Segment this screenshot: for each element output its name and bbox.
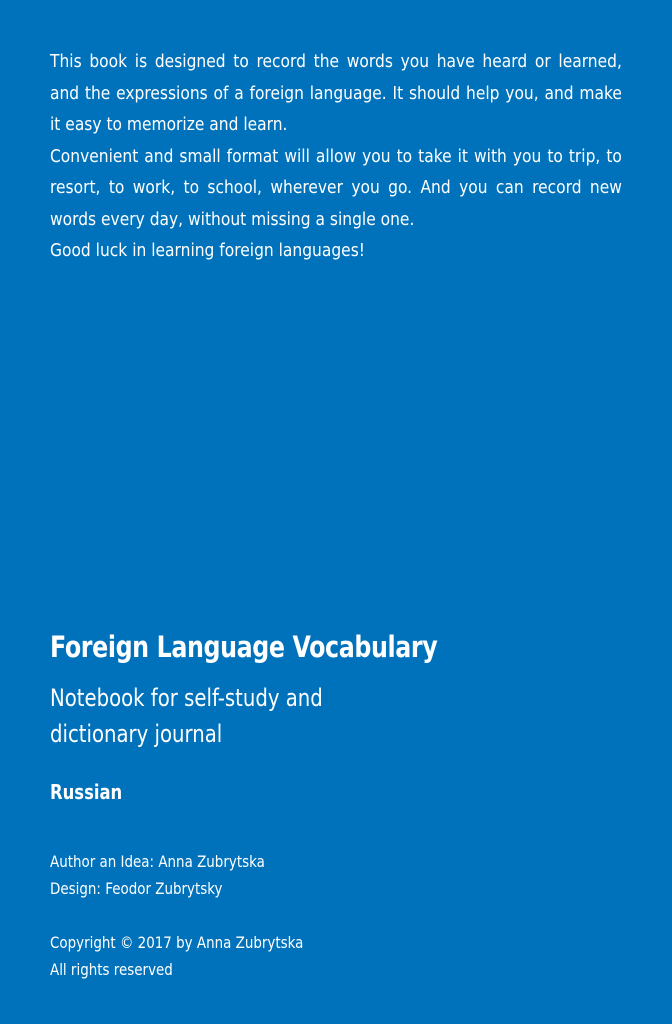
subtitle-line-1: Notebook for self-study and bbox=[50, 684, 323, 712]
subtitle-line-2: dictionary journal bbox=[50, 720, 223, 748]
credits bbox=[50, 848, 265, 902]
author-credit: Author an Idea: Anna Zubrytska bbox=[50, 852, 265, 871]
rights-reserved: All rights reserved bbox=[50, 960, 173, 979]
intro-paragraph-1: This book is designed to record the words you have heard or learned, and the expressions of a foreign language. It should help you, and make it easy to memorize and learn. bbox=[50, 51, 622, 135]
language-label: Russian bbox=[50, 780, 123, 804]
intro-paragraph-2: Convenient and small format will allow you to take it with you to trip, to resort, to work, to school, wherever you go. And you can record new words every day, without missing a single one. bbox=[50, 145, 622, 230]
intro-text bbox=[50, 46, 622, 267]
copyright-notice: Copyright © 2017 by Anna Zubrytska bbox=[50, 933, 304, 952]
copyright bbox=[50, 929, 303, 983]
intro-paragraph-3: Good luck in learning foreign languages! bbox=[50, 240, 365, 261]
design-credit: Design: Feodor Zubrytsky bbox=[50, 879, 223, 898]
book-subtitle bbox=[50, 680, 323, 752]
book-title: Foreign Language Vocabulary bbox=[50, 630, 438, 664]
